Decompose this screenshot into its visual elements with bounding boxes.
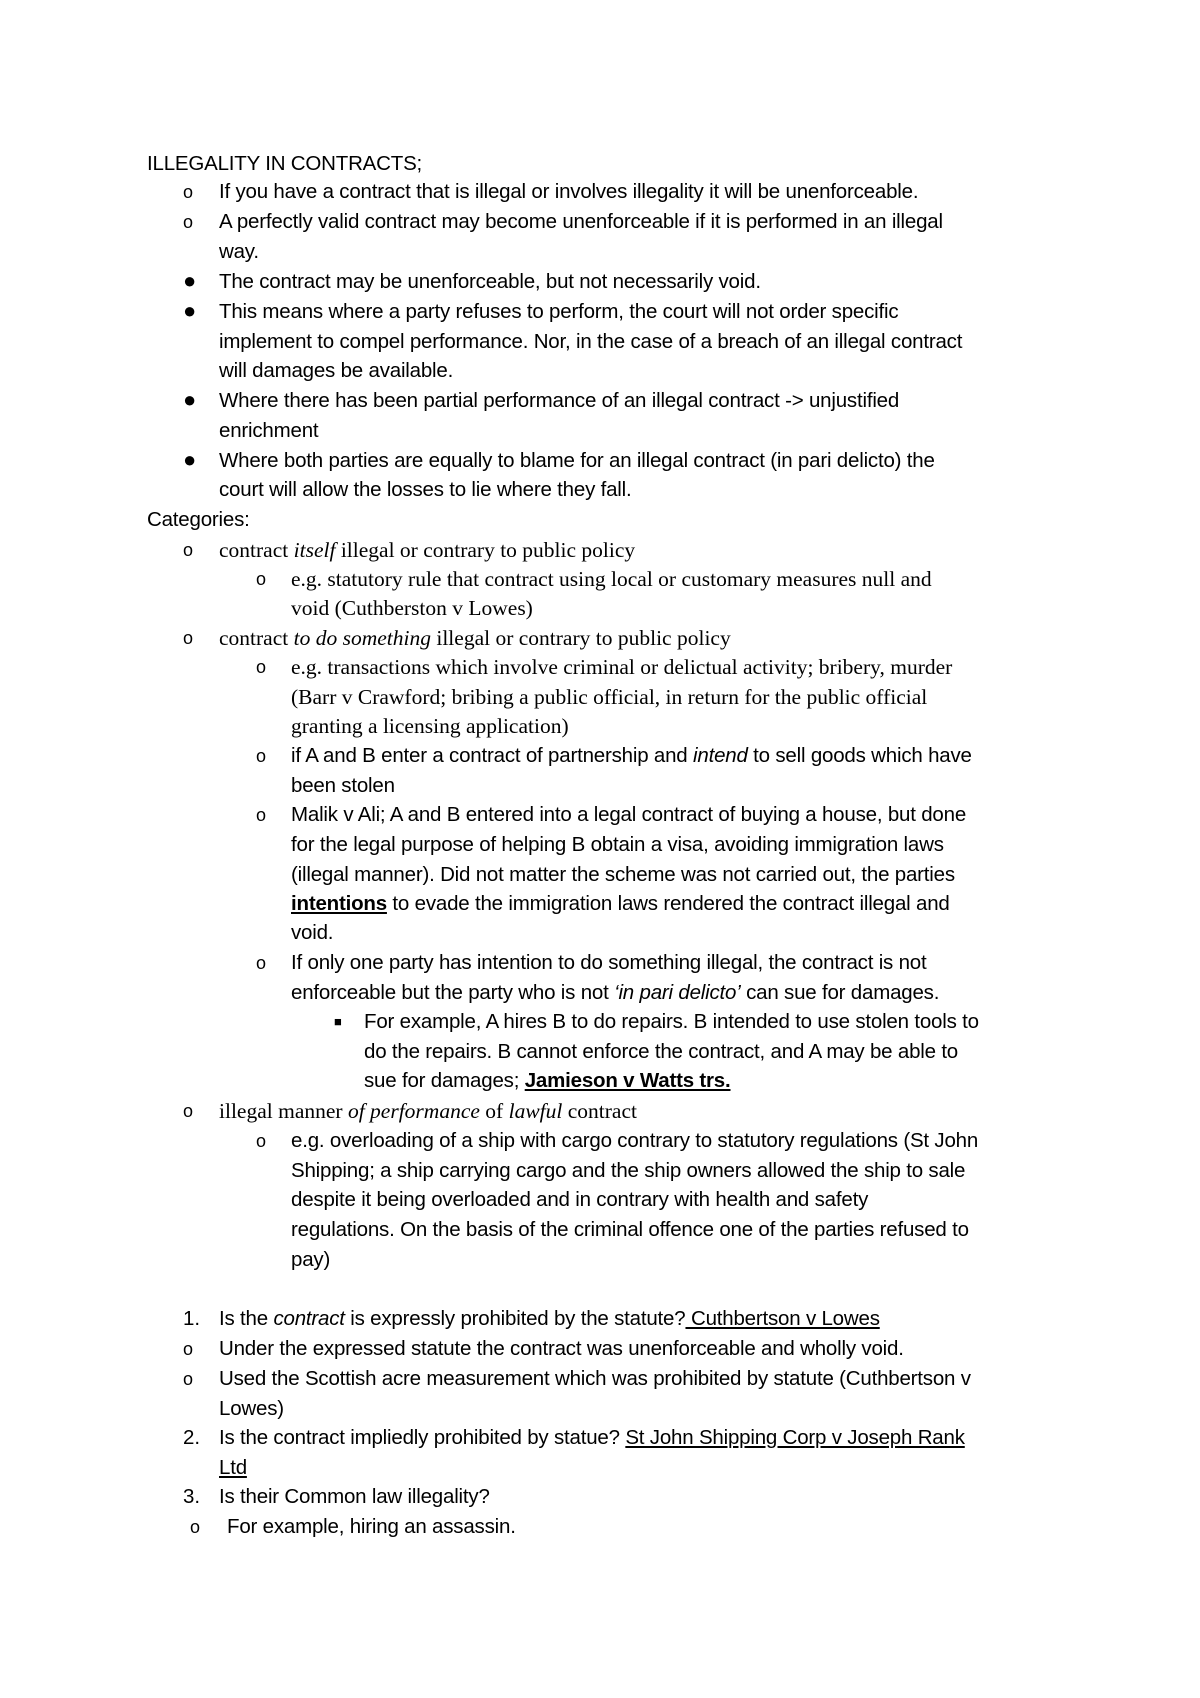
intentions-underlined: intentions (291, 892, 387, 915)
partnership-line: been stolen (291, 774, 395, 797)
question-1-note: Under the expressed statute the contract was unenforceable and wholly void. (219, 1337, 904, 1360)
hollow-bullet: o (256, 569, 267, 589)
intro-line: way. (219, 240, 259, 263)
category-to-do-something: contract to do something illegal or contrary to public policy (219, 626, 731, 650)
question-1-note: Lowes) (219, 1397, 284, 1420)
one-party-line: If only one party has intention to do something illegal, the contract is not (291, 951, 927, 974)
hollow-bullet: o (183, 1339, 194, 1359)
case-st-john-shipping: St John Shipping Corp v Joseph Rank (625, 1426, 965, 1449)
hollow-bullet: o (183, 182, 194, 202)
list-number: 2. (183, 1426, 201, 1449)
case-jamieson: Jamieson v Watts trs. (524, 1069, 731, 1092)
malik-line: intentions to evade the immigration laws rendered the contract illegal and (291, 892, 950, 915)
category-itself: contract itself illegal or contrary to public policy (219, 538, 636, 562)
list-number: 1. (183, 1307, 201, 1330)
round-bullet: ● (183, 268, 197, 293)
question-3-note: For example, hiring an assassin. (227, 1515, 516, 1538)
hollow-bullet: o (256, 1131, 267, 1151)
shipping-line: despite it being overloaded and in contrary with health and safety (291, 1188, 869, 1211)
intro-line: The contract may be unenforceable, but not necessarily void. (219, 270, 761, 293)
category-manner-of-performance: illegal manner of performance of lawful contract (219, 1099, 637, 1123)
intro-line: implement to compel performance. Nor, in the case of a breach of an illegal contract (219, 330, 963, 353)
intro-line: enrichment (219, 419, 319, 442)
question-1: Is the contract is expressly prohibited by the statute? Cuthbertson v Lowes (219, 1307, 880, 1330)
round-bullet: ● (183, 387, 197, 412)
categories-heading: Categories: (147, 508, 250, 531)
hollow-bullet: o (256, 746, 267, 766)
example-line: granting a licensing application) (291, 714, 569, 738)
example-repairs-line: do the repairs. B cannot enforce the contract, and A may be able to (364, 1040, 959, 1063)
example-line: e.g. statutory rule that contract using local or customary measures null and (291, 567, 932, 591)
hollow-bullet: o (183, 1101, 194, 1121)
hollow-bullet: o (190, 1517, 201, 1537)
intro-line: A perfectly valid contract may become unenforceable if it is performed in an illegal (219, 210, 943, 233)
shipping-line: Shipping; a ship carrying cargo and the ship owners allowed the ship to sale (291, 1159, 966, 1182)
hollow-bullet: o (183, 212, 194, 232)
one-party-line: enforceable but the party who is not ‘in pari delicto’ can sue for damages. (291, 981, 940, 1004)
intro-line: court will allow the losses to lie where they fall. (219, 478, 632, 501)
malik-line: void. (291, 921, 334, 944)
document-title: ILLEGALITY IN CONTRACTS; (147, 152, 423, 175)
hollow-bullet: o (256, 805, 267, 825)
question-2: Is the contract impliedly prohibited by statue? St John Shipping Corp v Joseph Rank (219, 1426, 965, 1449)
hollow-bullet: o (256, 657, 267, 677)
example-line: e.g. transactions which involve criminal or delictual activity; bribery, murder (291, 655, 953, 679)
question-1-note: Used the Scottish acre measurement which was prohibited by statute (Cuthbertson v (219, 1367, 971, 1390)
round-bullet: ● (183, 447, 197, 472)
intro-line: Where there has been partial performance of an illegal contract -> unjustified (219, 389, 900, 412)
list-number: 3. (183, 1485, 201, 1508)
malik-line: Malik v Ali; A and B entered into a legal contract of buying a house, but done (291, 803, 967, 826)
case-cuthbertson: Cuthbertson v Lowes (685, 1307, 880, 1330)
intro-line: will damages be available. (219, 359, 454, 382)
round-bullet: ● (183, 298, 197, 323)
partnership-line: if A and B enter a contract of partnership and intend to sell goods which have (291, 744, 972, 767)
intro-line: If you have a contract that is illegal or involves illegality it will be unenforceable. (219, 180, 919, 203)
malik-line: (illegal manner). Did not matter the scheme was not carried out, the parties (291, 863, 955, 886)
shipping-line: regulations. On the basis of the criminal offence one of the parties refused to (291, 1218, 969, 1241)
square-bullet: ■ (334, 1014, 342, 1029)
hollow-bullet: o (183, 628, 194, 648)
shipping-line: e.g. overloading of a ship with cargo contrary to statutory regulations (St John (291, 1129, 979, 1152)
question-3: Is their Common law illegality? (219, 1485, 490, 1508)
question-2 (219, 1453, 247, 1483)
hollow-bullet: o (256, 953, 267, 973)
malik-line: for the legal purpose of helping B obtain a visa, avoiding immigration laws (291, 833, 944, 856)
hollow-bullet: o (183, 1369, 194, 1389)
shipping-line: pay) (291, 1248, 331, 1271)
example-line: void (Cuthberston v Lowes) (291, 596, 533, 620)
hollow-bullet: o (183, 540, 194, 560)
intro-line: This means where a party refuses to perform, the court will not order specific (219, 300, 899, 323)
case-st-john-shipping-cont: Ltd (219, 1456, 247, 1479)
example-repairs-line: For example, A hires B to do repairs. B intended to use stolen tools to (364, 1010, 979, 1033)
example-line: (Barr v Crawford; bribing a public official, in return for the public official (291, 685, 928, 709)
example-repairs-line: sue for damages; Jamieson v Watts trs. (364, 1069, 731, 1092)
intro-line: Where both parties are equally to blame for an illegal contract (in pari delicto) the (219, 449, 935, 472)
